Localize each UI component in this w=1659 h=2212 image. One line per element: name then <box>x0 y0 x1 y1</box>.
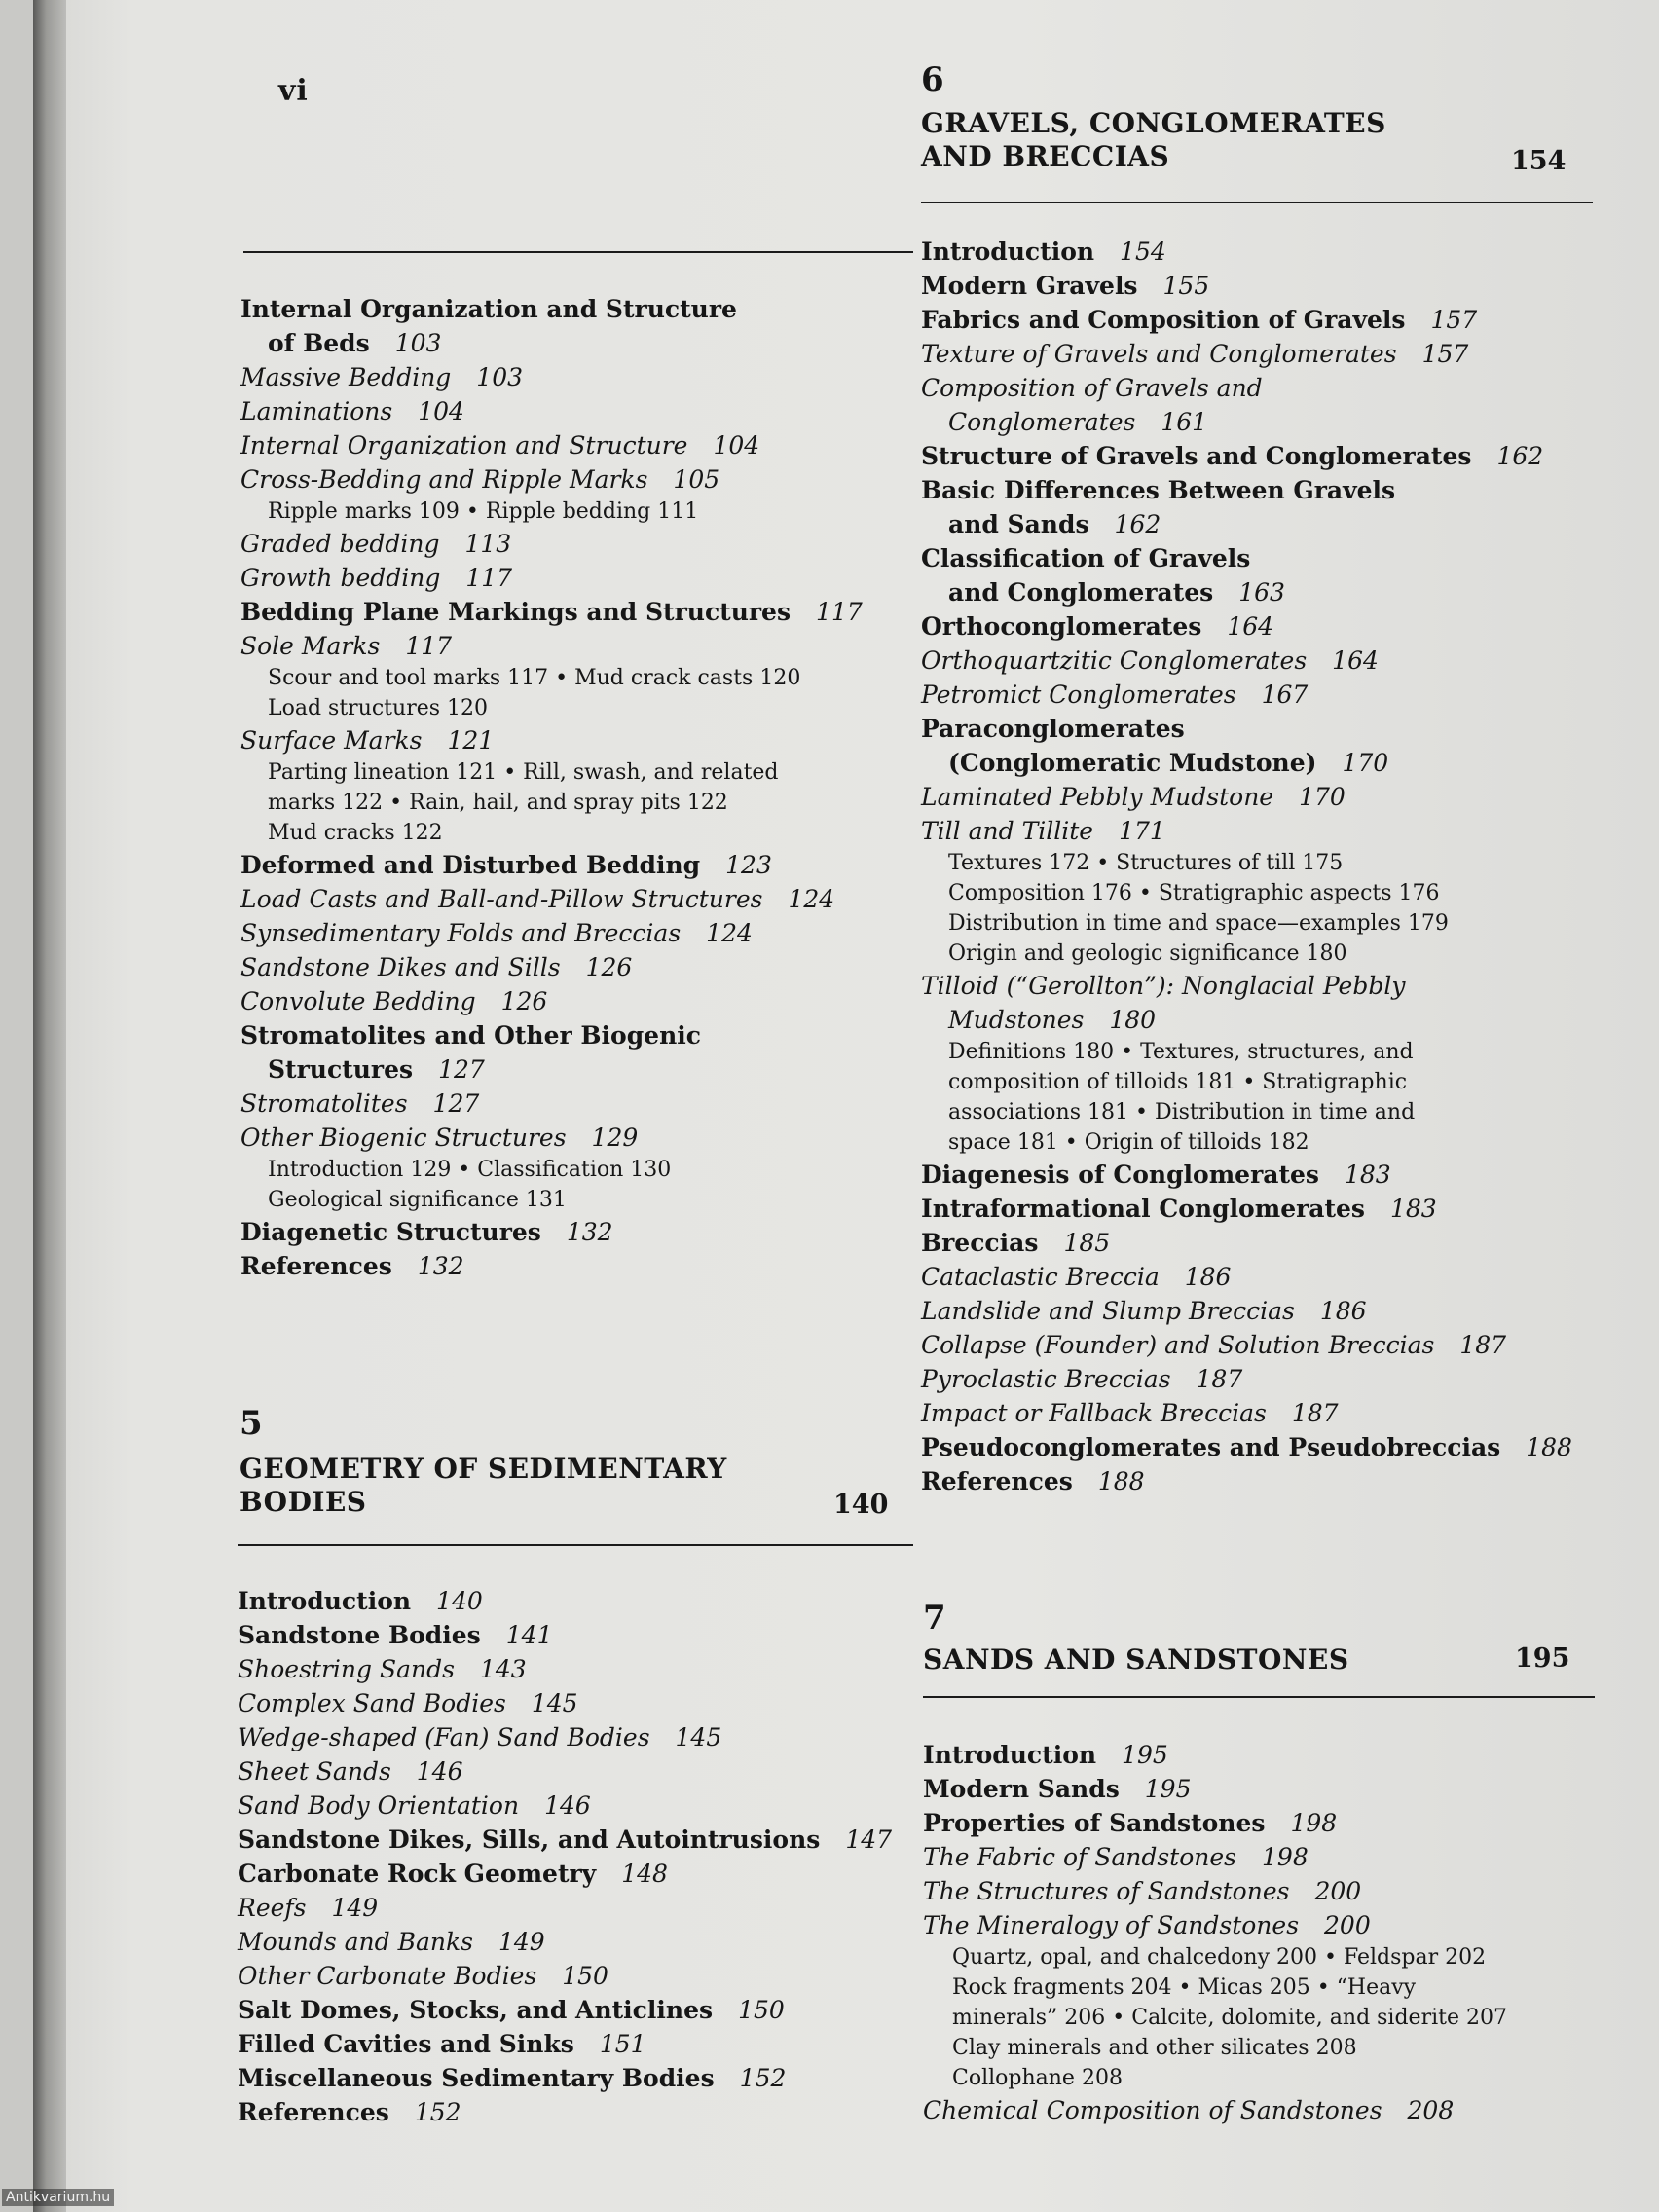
toc-entry <box>921 1362 1572 1396</box>
toc-entry <box>240 882 863 916</box>
toc-entry <box>238 1993 892 2027</box>
toc-entry-page: 126 <box>500 987 548 1015</box>
toc-entry-page: 105 <box>673 465 720 494</box>
toc-entry-page: 104 <box>713 431 760 460</box>
toc-entry <box>240 561 863 595</box>
toc-entry <box>238 1584 892 1618</box>
toc-entry-title: Mounds and Banks <box>238 1928 473 1956</box>
toc-entry <box>238 1925 892 1959</box>
toc-entry-page: 185 <box>1063 1229 1111 1257</box>
toc-entry-page: 187 <box>1291 1399 1339 1427</box>
toc-entry <box>240 916 863 950</box>
toc-subentry <box>240 693 863 723</box>
toc-entry <box>240 1018 863 1052</box>
toc-entry-title: Mudstones <box>948 1006 1085 1034</box>
toc-entry <box>238 2095 892 2129</box>
toc-entry-title: Orthoquartzitic Conglomerates <box>921 646 1308 675</box>
toc-entry-page: 149 <box>498 1928 545 1956</box>
toc-entry-title: Chemical Composition of Sandstones <box>923 2096 1382 2124</box>
toc-entry-title: Impact or Fallback Breccias <box>921 1399 1267 1427</box>
toc-entry <box>921 1328 1572 1362</box>
toc-subentry <box>921 939 1572 969</box>
toc-entry-page: 126 <box>585 953 633 981</box>
toc-entry-page: 186 <box>1319 1297 1367 1325</box>
toc-entry-page: 186 <box>1184 1263 1232 1291</box>
toc-entry-title: The Mineralogy of Sandstones <box>923 1911 1300 1939</box>
chapter-7-number: 7 <box>923 1599 946 1638</box>
toc-entry-title: Clay minerals and other silicates 208 <box>952 2036 1357 2060</box>
toc-entry <box>923 1806 1507 1840</box>
toc-entry-title: Sandstone Dikes and Sills <box>240 953 561 981</box>
toc-entry-page: 124 <box>706 919 753 947</box>
toc-entry <box>921 746 1572 780</box>
chapter-6-title-line1: GRAVELS, CONGLOMERATES <box>921 107 1386 139</box>
toc-entry-title: Properties of Sandstones <box>923 1809 1266 1837</box>
chapter-6-toc-list <box>921 235 1572 1498</box>
toc-entry-title: Internal Organization and Structure <box>240 431 688 460</box>
toc-entry <box>240 326 863 360</box>
toc-subentry <box>240 757 863 788</box>
chapter-5-title-line2: BODIES <box>240 1486 367 1518</box>
toc-entry <box>238 1686 892 1720</box>
toc-subentry <box>923 2063 1507 2093</box>
toc-entry-title: Cataclastic Breccia <box>921 1263 1160 1291</box>
toc-entry-page: 129 <box>591 1124 639 1152</box>
toc-entry <box>921 1464 1572 1498</box>
toc-entry-title: Reefs <box>238 1894 307 1922</box>
toc-entry <box>240 360 863 394</box>
toc-entry-page: 152 <box>414 2098 461 2126</box>
toc-entry-page: 180 <box>1109 1006 1157 1034</box>
left-top-rule <box>243 251 913 253</box>
toc-entry <box>240 292 863 326</box>
toc-entry <box>921 575 1572 609</box>
toc-entry-title: Deformed and Disturbed Bedding <box>240 851 701 879</box>
toc-entry-page: 170 <box>1299 783 1346 811</box>
toc-entry <box>921 712 1572 746</box>
toc-entry <box>923 1874 1507 1908</box>
toc-entry <box>240 848 863 882</box>
toc-entry-title: Collapse (Founder) and Solution Breccias <box>921 1331 1435 1359</box>
toc-entry-page: 149 <box>331 1894 379 1922</box>
toc-entry-page: 143 <box>479 1655 527 1683</box>
toc-subentry <box>921 848 1572 878</box>
toc-entry-page: 195 <box>1122 1741 1168 1769</box>
toc-entry <box>921 405 1572 439</box>
toc-entry-title: Fabrics and Composition of Gravels <box>921 306 1406 334</box>
toc-subentry <box>921 1127 1572 1158</box>
toc-entry <box>240 462 863 497</box>
toc-entry <box>921 609 1572 644</box>
toc-entry-title: Bedding Plane Markings and Structures <box>240 598 792 626</box>
toc-entry-title: Introduction <box>923 1741 1097 1769</box>
toc-entry <box>923 1840 1507 1874</box>
toc-entry-title: Laminations <box>240 397 393 425</box>
toc-entry <box>240 984 863 1018</box>
toc-entry-page: 164 <box>1332 646 1379 675</box>
toc-entry-page: 146 <box>416 1757 463 1786</box>
toc-entry-title: Synsedimentary Folds and Breccias <box>240 919 682 947</box>
toc-entry-page: 187 <box>1459 1331 1507 1359</box>
toc-entry-title: Sand Body Orientation <box>238 1791 520 1820</box>
toc-entry-title: Quartz, opal, and chalcedony 200 • Feldspar 202 <box>952 1945 1487 1970</box>
toc-entry-title: Petromict Conglomerates <box>921 681 1236 709</box>
toc-entry-title: Load Casts and Ball-and-Pillow Structures <box>240 885 763 913</box>
toc-entry-title: Mud cracks 122 <box>268 821 443 845</box>
toc-entry-title: Modern Gravels <box>921 272 1138 300</box>
toc-entry <box>238 1618 892 1652</box>
toc-entry <box>921 269 1572 303</box>
toc-entry <box>921 1003 1572 1037</box>
toc-entry <box>923 1908 1507 1942</box>
toc-entry <box>238 2061 892 2095</box>
toc-subentry <box>923 1972 1507 2003</box>
toc-entry-title: (Conglomeratic Mudstone) <box>948 749 1317 777</box>
toc-entry-title: Surface Marks <box>240 726 423 755</box>
toc-entry-title: Pseudoconglomerates and Pseudobreccias <box>921 1433 1501 1461</box>
toc-entry-title: Miscellaneous Sedimentary Bodies <box>238 2064 715 2092</box>
toc-entry-page: 145 <box>675 1723 722 1751</box>
toc-entry <box>921 1260 1572 1294</box>
toc-entry-title: Filled Cavities and Sinks <box>238 2030 574 2058</box>
toc-entry-page: 154 <box>1120 238 1166 266</box>
toc-entry <box>238 1754 892 1788</box>
toc-entry-page: 150 <box>562 1962 608 1990</box>
toc-entry-title: Composition 176 • Stratigraphic aspects 176 <box>948 881 1440 905</box>
toc-entry-title: Rock fragments 204 • Micas 205 • “Heavy <box>952 1975 1417 2000</box>
toc-entry-page: 103 <box>476 363 524 391</box>
toc-entry-page: 155 <box>1162 272 1210 300</box>
toc-entry-title: Structures <box>268 1055 414 1084</box>
toc-entry <box>240 950 863 984</box>
toc-entry-title: marks 122 • Rain, hail, and spray pits 122 <box>268 791 728 815</box>
toc-entry-title: References <box>238 2098 389 2126</box>
toc-entry-title: Complex Sand Bodies <box>238 1689 506 1717</box>
toc-entry-title: Introduction 129 • Classification 130 <box>268 1158 672 1182</box>
toc-entry-title: Growth bedding <box>240 564 441 592</box>
chapter-7-rule <box>923 1696 1595 1698</box>
toc-entry-title: Introduction <box>921 238 1095 266</box>
toc-entry <box>240 595 863 629</box>
toc-entry <box>923 1772 1507 1806</box>
toc-entry-page: 113 <box>464 530 512 558</box>
toc-entry-page: 104 <box>418 397 464 425</box>
chapter-6-rule <box>921 202 1593 203</box>
toc-entry-page: 188 <box>1526 1433 1572 1461</box>
toc-entry-title: References <box>921 1467 1073 1495</box>
toc-entry-page: 163 <box>1238 578 1285 607</box>
chapter-6-title-line2: AND BRECCIAS <box>921 140 1170 172</box>
toc-entry-title: composition of tilloids 181 • Stratigraphic <box>948 1070 1408 1094</box>
toc-entry-page: 167 <box>1261 681 1309 709</box>
toc-subentry <box>921 1037 1572 1067</box>
toc-subentry <box>921 1097 1572 1127</box>
toc-entry-title: References <box>240 1252 392 1280</box>
chapter-5-title-line1: GEOMETRY OF SEDIMENTARY <box>240 1453 727 1485</box>
toc-entry-title: Graded bedding <box>240 530 440 558</box>
toc-entry <box>240 629 863 663</box>
toc-subentry <box>240 663 863 693</box>
toc-entry-title: Other Biogenic Structures <box>240 1124 567 1152</box>
toc-entry-page: 183 <box>1344 1161 1391 1189</box>
toc-entry <box>240 1052 863 1087</box>
toc-entry-title: and Conglomerates <box>948 578 1214 607</box>
toc-entry-title: Cross-Bedding and Ripple Marks <box>240 465 648 494</box>
toc-entry-title: Texture of Gravels and Conglomerates <box>921 340 1397 368</box>
book-page <box>33 0 1659 2212</box>
toc-entry-page: 161 <box>1161 408 1208 436</box>
chapter-5-rule <box>238 1544 913 1546</box>
toc-entry-title: Convolute Bedding <box>240 987 476 1015</box>
toc-subentry <box>240 818 863 848</box>
toc-entry-page: 148 <box>621 1860 668 1888</box>
toc-subentry <box>923 1942 1507 1972</box>
toc-entry-page: 162 <box>1114 510 1161 538</box>
toc-entry <box>921 1430 1572 1464</box>
toc-entry <box>238 1823 892 1857</box>
toc-entry <box>240 1249 863 1283</box>
chapter-5-number: 5 <box>240 1404 263 1443</box>
chapter-7-title: SANDS AND SANDSTONES <box>923 1643 1349 1676</box>
toc-entry <box>240 1121 863 1155</box>
toc-entry-page: 187 <box>1196 1365 1243 1393</box>
toc-entry-page: 117 <box>405 632 453 660</box>
toc-entry-page: 147 <box>845 1825 893 1854</box>
toc-entry-page: 141 <box>505 1621 553 1649</box>
toc-entry <box>921 337 1572 371</box>
toc-entry-title: Pyroclastic Breccias <box>921 1365 1171 1393</box>
toc-entry-title: Stromatolites and Other Biogenic <box>240 1021 701 1050</box>
toc-entry <box>921 1226 1572 1260</box>
toc-entry <box>921 507 1572 541</box>
toc-entry-title: Ripple marks 109 • Ripple bedding 111 <box>268 499 699 524</box>
toc-entry-page: 123 <box>725 851 772 879</box>
toc-entry <box>921 235 1572 269</box>
toc-entry-title: The Structures of Sandstones <box>923 1877 1290 1905</box>
toc-entry-title: Stromatolites <box>240 1089 408 1118</box>
toc-entry <box>238 1857 892 1891</box>
chapter-5-toc-list <box>238 1584 892 2129</box>
toc-entry <box>921 303 1572 337</box>
toc-entry-page: 127 <box>432 1089 480 1118</box>
toc-subentry <box>921 908 1572 939</box>
toc-subentry <box>240 788 863 818</box>
toc-entry-page: 198 <box>1262 1843 1309 1871</box>
toc-subentry <box>240 1155 863 1185</box>
toc-entry-page: 208 <box>1407 2096 1455 2124</box>
toc-entry <box>921 780 1572 814</box>
toc-entry-title: Paraconglomerates <box>921 715 1185 743</box>
toc-entry <box>923 2093 1507 2127</box>
toc-entry-title: Structure of Gravels and Conglomerates <box>921 442 1472 470</box>
toc-entry <box>240 723 863 757</box>
toc-entry <box>921 678 1572 712</box>
toc-entry-title: space 181 • Origin of tilloids 182 <box>948 1130 1309 1155</box>
toc-entry-page: 183 <box>1390 1195 1437 1223</box>
toc-entry-title: Tilloid (“Gerollton”): Nonglacial Pebbly <box>921 972 1406 1000</box>
toc-entry-title: and Sands <box>948 510 1089 538</box>
toc-entry-title: of Beds <box>268 329 370 357</box>
chapter-7-toc-list <box>923 1738 1507 2127</box>
toc-entry-title: Collophane 208 <box>952 2066 1123 2090</box>
toc-entry-title: Composition of Gravels and <box>921 374 1263 402</box>
toc-entry-title: Sandstone Bodies <box>238 1621 481 1649</box>
toc-entry <box>240 1215 863 1249</box>
toc-entry-page: 200 <box>1314 1877 1362 1905</box>
toc-entry-title: Diagenetic Structures <box>240 1218 541 1246</box>
toc-entry-title: Parting lineation 121 • Rill, swash, and related <box>268 760 779 785</box>
toc-subentry <box>923 2003 1507 2033</box>
toc-entry <box>238 1959 892 1993</box>
toc-entry-title: Laminated Pebbly Mudstone <box>921 783 1274 811</box>
toc-entry-title: Conglomerates <box>948 408 1136 436</box>
chapter-6-number: 6 <box>921 60 944 99</box>
toc-entry-page: 132 <box>417 1252 464 1280</box>
toc-entry-title: minerals” 206 • Calcite, dolomite, and siderite 207 <box>952 2006 1507 2030</box>
toc-entry-title: Introduction <box>238 1587 412 1615</box>
toc-entry-page: 170 <box>1342 749 1389 777</box>
toc-entry-page: 132 <box>566 1218 613 1246</box>
toc-entry-title: Origin and geologic significance 180 <box>948 941 1347 966</box>
toc-entry-title: Orthoconglomerates <box>921 612 1202 641</box>
toc-entry <box>240 1087 863 1121</box>
toc-subentry <box>921 1067 1572 1097</box>
toc-entry-page: 127 <box>438 1055 485 1084</box>
toc-entry <box>238 1788 892 1823</box>
toc-entry-page: 150 <box>738 1996 785 2024</box>
toc-entry-page: 117 <box>465 564 513 592</box>
toc-entry-title: Breccias <box>921 1229 1039 1257</box>
toc-entry-title: Textures 172 • Structures of till 175 <box>948 851 1344 875</box>
toc-entry-page: 151 <box>599 2030 646 2058</box>
page-folio: vi <box>278 74 309 108</box>
toc-entry <box>921 1192 1572 1226</box>
toc-entry-page: 103 <box>394 329 442 357</box>
toc-entry <box>240 527 863 561</box>
toc-entry <box>921 439 1572 473</box>
chapter-7-page: 195 <box>1515 1643 1570 1674</box>
toc-entry-page: 188 <box>1097 1467 1145 1495</box>
toc-entry-title: Classification of Gravels <box>921 544 1251 572</box>
toc-entry-title: Definitions 180 • Textures, structures, and <box>948 1040 1414 1064</box>
toc-entry-title: Internal Organization and Structure <box>240 295 737 323</box>
toc-entry-page: 140 <box>436 1587 483 1615</box>
toc-entry <box>921 969 1572 1003</box>
left-toc-list <box>240 292 863 1283</box>
toc-entry-title: Salt Domes, Stocks, and Anticlines <box>238 1996 714 2024</box>
toc-subentry <box>240 497 863 527</box>
toc-entry <box>238 2027 892 2061</box>
toc-entry-title: Wedge-shaped (Fan) Sand Bodies <box>238 1723 650 1751</box>
toc-entry-title: Basic Differences Between Gravels <box>921 476 1396 504</box>
toc-entry-page: 145 <box>531 1689 578 1717</box>
toc-entry-title: The Fabric of Sandstones <box>923 1843 1237 1871</box>
toc-entry-title: Sole Marks <box>240 632 381 660</box>
toc-entry <box>921 371 1572 405</box>
toc-entry-title: associations 181 • Distribution in time and <box>948 1100 1416 1124</box>
toc-entry <box>921 473 1572 507</box>
toc-entry-title: Sheet Sands <box>238 1757 391 1786</box>
toc-entry-page: 195 <box>1144 1775 1192 1803</box>
chapter-5-page: 140 <box>833 1490 889 1520</box>
toc-entry-title: Till and Tillite <box>921 817 1094 845</box>
toc-entry <box>921 1396 1572 1430</box>
toc-entry-page: 162 <box>1496 442 1544 470</box>
toc-entry-page: 117 <box>816 598 863 626</box>
toc-subentry <box>240 1185 863 1215</box>
toc-entry-page: 146 <box>544 1791 591 1820</box>
toc-subentry <box>921 878 1572 908</box>
toc-entry-title: Geological significance 131 <box>268 1188 567 1212</box>
toc-entry-page: 157 <box>1421 340 1469 368</box>
toc-entry <box>923 1738 1507 1772</box>
toc-entry-title: Carbonate Rock Geometry <box>238 1860 597 1888</box>
toc-entry <box>238 1652 892 1686</box>
chapter-6-page: 154 <box>1511 146 1567 176</box>
toc-entry <box>238 1891 892 1925</box>
toc-entry-title: Scour and tool marks 117 • Mud crack casts 120 <box>268 666 801 690</box>
book-spine-shadow <box>33 0 66 2212</box>
toc-entry-title: Load structures 120 <box>268 696 489 720</box>
toc-entry-page: 171 <box>1119 817 1165 845</box>
toc-entry <box>921 644 1572 678</box>
toc-entry-title: Sandstone Dikes, Sills, and Autointrusions <box>238 1825 821 1854</box>
toc-entry-page: 164 <box>1227 612 1274 641</box>
toc-entry-page: 124 <box>788 885 835 913</box>
toc-entry-page: 200 <box>1324 1911 1371 1939</box>
toc-entry-page: 198 <box>1290 1809 1338 1837</box>
toc-entry-title: Modern Sands <box>923 1775 1120 1803</box>
toc-entry-title: Landslide and Slump Breccias <box>921 1297 1295 1325</box>
toc-entry <box>921 1294 1572 1328</box>
toc-entry <box>238 1720 892 1754</box>
toc-entry-page: 152 <box>739 2064 787 2092</box>
chapter-5-title <box>240 1453 727 1519</box>
toc-entry-page: 157 <box>1430 306 1478 334</box>
toc-entry <box>921 814 1572 848</box>
toc-entry-title: Other Carbonate Bodies <box>238 1962 537 1990</box>
toc-entry-title: Intraformational Conglomerates <box>921 1195 1365 1223</box>
toc-entry <box>921 541 1572 575</box>
toc-entry-title: Massive Bedding <box>240 363 452 391</box>
toc-entry-title: Shoestring Sands <box>238 1655 455 1683</box>
toc-entry <box>240 428 863 462</box>
toc-subentry <box>923 2033 1507 2063</box>
toc-entry-title: Distribution in time and space—examples 179 <box>948 911 1449 936</box>
toc-entry-page: 121 <box>447 726 495 755</box>
chapter-6-title <box>921 107 1386 173</box>
toc-entry <box>921 1158 1572 1192</box>
toc-entry-title: Diagenesis of Conglomerates <box>921 1161 1319 1189</box>
toc-entry <box>240 394 863 428</box>
watermark: Antikvarium.hu <box>2 2189 114 2206</box>
